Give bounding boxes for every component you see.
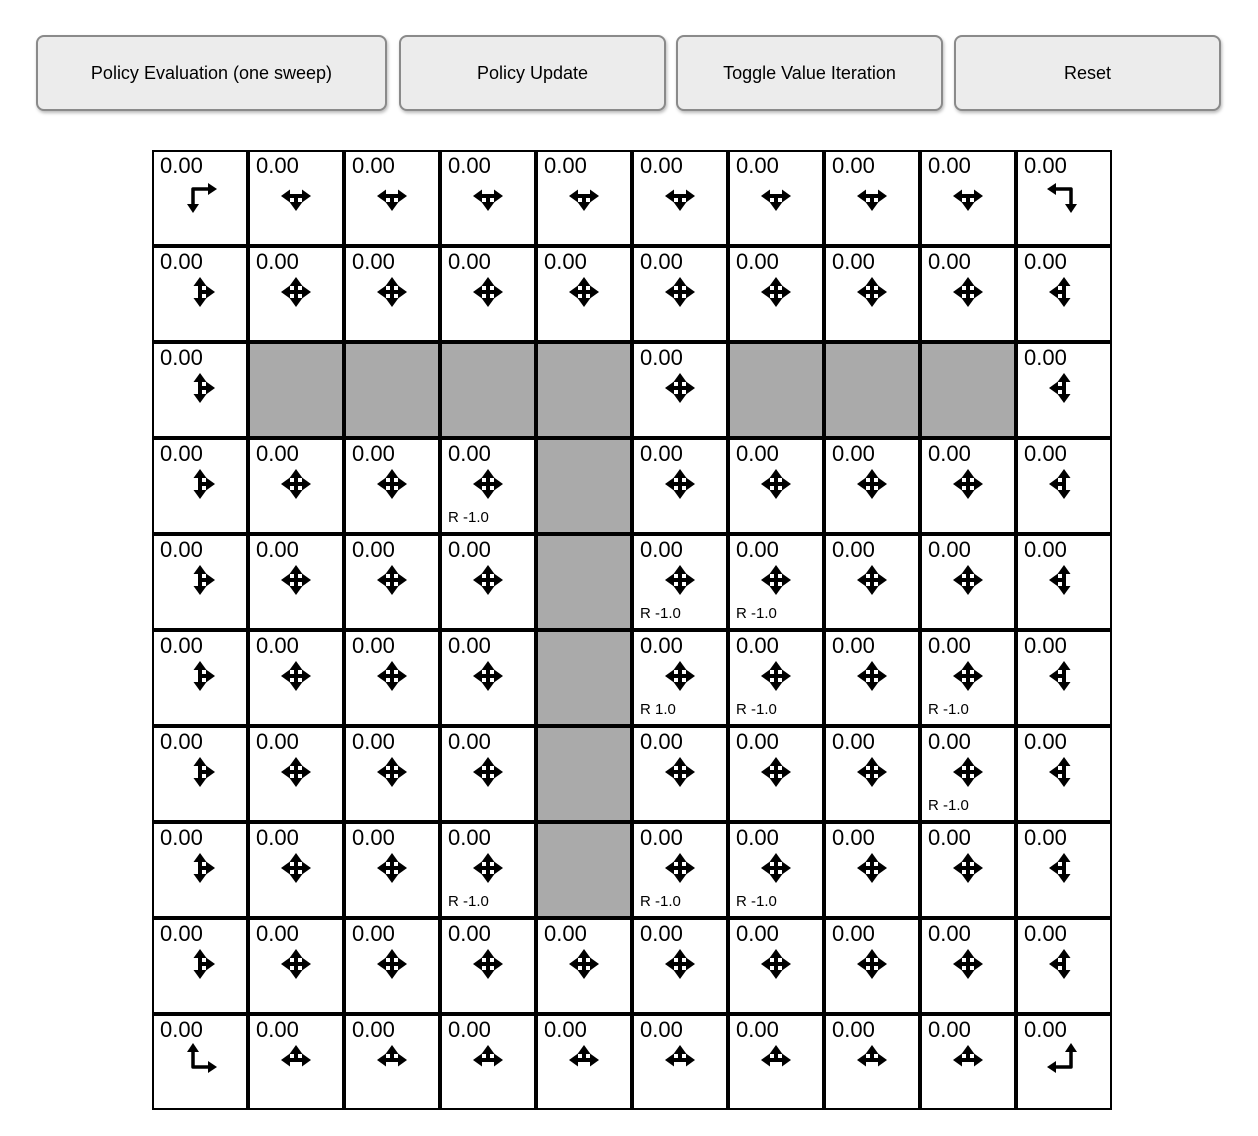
grid-cell [824, 822, 920, 918]
policy-direction-arrows-icon [1040, 844, 1088, 892]
grid-cell [440, 534, 536, 630]
state-value: 0.00 [736, 825, 779, 850]
state-value: 0.00 [352, 1017, 395, 1042]
state-value: 0.00 [256, 153, 299, 178]
grid-cell [920, 630, 1016, 726]
policy-direction-arrows-icon [176, 556, 224, 604]
state-value: 0.00 [832, 1017, 875, 1042]
state-value: 0.00 [544, 153, 587, 178]
grid-cell [1016, 630, 1112, 726]
policy-direction-arrows-icon [1040, 940, 1088, 988]
grid-cell [152, 1014, 248, 1110]
policy-direction-arrows-icon [944, 940, 992, 988]
state-value: 0.00 [256, 1017, 299, 1042]
state-value: 0.00 [1024, 537, 1067, 562]
state-value: 0.00 [448, 729, 491, 754]
policy-direction-arrows-icon [368, 460, 416, 508]
state-value: 0.00 [256, 633, 299, 658]
state-value: 0.00 [928, 537, 971, 562]
policy-direction-arrows-icon [464, 460, 512, 508]
policy-direction-arrows-icon [752, 748, 800, 796]
reward-label: R -1.0 [448, 893, 489, 910]
grid-cell [248, 1014, 344, 1110]
policy-direction-arrows-icon [752, 940, 800, 988]
policy-direction-arrows-icon [464, 652, 512, 700]
reward-label: R -1.0 [640, 893, 681, 910]
grid-cell [920, 726, 1016, 822]
grid-cell [920, 822, 1016, 918]
grid-cell [1016, 822, 1112, 918]
state-value: 0.00 [256, 537, 299, 562]
grid-cell [824, 246, 920, 342]
state-value: 0.00 [352, 921, 395, 946]
grid-cell [248, 630, 344, 726]
grid-cell [1016, 342, 1112, 438]
grid-cell [824, 630, 920, 726]
grid-cell [1016, 246, 1112, 342]
state-value: 0.00 [1024, 633, 1067, 658]
policy-direction-arrows-icon [656, 1036, 704, 1084]
policy-direction-arrows-icon [1040, 748, 1088, 796]
policy-direction-arrows-icon [848, 172, 896, 220]
state-value: 0.00 [928, 153, 971, 178]
state-value: 0.00 [736, 249, 779, 274]
grid-cell [440, 822, 536, 918]
policy-direction-arrows-icon [176, 748, 224, 796]
state-value: 0.00 [256, 729, 299, 754]
state-value: 0.00 [160, 345, 203, 370]
state-value: 0.00 [928, 633, 971, 658]
grid-cell [440, 630, 536, 726]
grid-cell [1016, 726, 1112, 822]
state-value: 0.00 [832, 153, 875, 178]
wall-cell [440, 342, 536, 438]
grid-cell [728, 1014, 824, 1110]
policy-direction-arrows-icon [944, 460, 992, 508]
grid-cell [440, 246, 536, 342]
grid-cell [440, 438, 536, 534]
grid-cell [632, 918, 728, 1014]
grid-cell [728, 438, 824, 534]
policy-direction-arrows-icon [752, 172, 800, 220]
grid-cell [632, 534, 728, 630]
wall-cell [536, 630, 632, 726]
wall-cell [824, 342, 920, 438]
policy-evaluation-button[interactable]: Policy Evaluation (one sweep) [36, 35, 387, 111]
state-value: 0.00 [640, 633, 683, 658]
reward-label: R -1.0 [640, 605, 681, 622]
state-value: 0.00 [160, 633, 203, 658]
state-value: 0.00 [352, 249, 395, 274]
state-value: 0.00 [448, 249, 491, 274]
grid-cell [728, 918, 824, 1014]
reward-label: R 1.0 [640, 701, 676, 718]
state-value: 0.00 [160, 537, 203, 562]
state-value: 0.00 [1024, 921, 1067, 946]
policy-direction-arrows-icon [848, 1036, 896, 1084]
wall-cell [344, 342, 440, 438]
policy-direction-arrows-icon [1040, 1036, 1088, 1084]
state-value: 0.00 [352, 729, 395, 754]
state-value: 0.00 [160, 1017, 203, 1042]
state-value: 0.00 [736, 729, 779, 754]
policy-direction-arrows-icon [752, 556, 800, 604]
gridworld-grid [152, 150, 1112, 1110]
grid-cell [344, 1014, 440, 1110]
grid-cell [632, 726, 728, 822]
state-value: 0.00 [736, 441, 779, 466]
policy-direction-arrows-icon [752, 652, 800, 700]
state-value: 0.00 [256, 825, 299, 850]
state-value: 0.00 [832, 633, 875, 658]
policy-direction-arrows-icon [656, 172, 704, 220]
policy-direction-arrows-icon [176, 652, 224, 700]
policy-direction-arrows-icon [848, 268, 896, 316]
grid-cell [344, 918, 440, 1014]
policy-direction-arrows-icon [944, 556, 992, 604]
policy-direction-arrows-icon [944, 1036, 992, 1084]
reward-label: R -1.0 [736, 701, 777, 718]
policy-direction-arrows-icon [1040, 556, 1088, 604]
wall-cell [728, 342, 824, 438]
grid-cell [248, 534, 344, 630]
policy-direction-arrows-icon [656, 940, 704, 988]
grid-cell [152, 342, 248, 438]
policy-direction-arrows-icon [368, 1036, 416, 1084]
state-value: 0.00 [160, 921, 203, 946]
grid-cell [632, 438, 728, 534]
state-value: 0.00 [1024, 825, 1067, 850]
grid-cell [632, 342, 728, 438]
grid-cell [152, 534, 248, 630]
state-value: 0.00 [1024, 1017, 1067, 1042]
policy-direction-arrows-icon [1040, 364, 1088, 412]
state-value: 0.00 [352, 825, 395, 850]
state-value: 0.00 [640, 921, 683, 946]
state-value: 0.00 [1024, 345, 1067, 370]
grid-cell [248, 918, 344, 1014]
policy-direction-arrows-icon [848, 556, 896, 604]
state-value: 0.00 [352, 441, 395, 466]
policy-direction-arrows-icon [944, 844, 992, 892]
policy-direction-arrows-icon [368, 556, 416, 604]
state-value: 0.00 [928, 729, 971, 754]
state-value: 0.00 [640, 153, 683, 178]
grid-cell [536, 918, 632, 1014]
grid-cell [728, 726, 824, 822]
grid-cell [728, 246, 824, 342]
policy-direction-arrows-icon [848, 748, 896, 796]
grid-cell [152, 246, 248, 342]
grid-cell [824, 150, 920, 246]
policy-direction-arrows-icon [176, 1036, 224, 1084]
policy-direction-arrows-icon [368, 844, 416, 892]
state-value: 0.00 [640, 1017, 683, 1042]
state-value: 0.00 [640, 537, 683, 562]
policy-direction-arrows-icon [176, 844, 224, 892]
grid-cell [248, 150, 344, 246]
grid-cell [1016, 438, 1112, 534]
state-value: 0.00 [928, 249, 971, 274]
grid-cell [728, 630, 824, 726]
policy-direction-arrows-icon [272, 556, 320, 604]
grid-cell [344, 246, 440, 342]
policy-direction-arrows-icon [848, 652, 896, 700]
grid-cell [728, 534, 824, 630]
state-value: 0.00 [928, 825, 971, 850]
reward-label: R -1.0 [736, 605, 777, 622]
grid-cell [632, 246, 728, 342]
grid-cell [920, 246, 1016, 342]
grid-cell [824, 534, 920, 630]
grid-cell [152, 918, 248, 1014]
state-value: 0.00 [160, 249, 203, 274]
state-value: 0.00 [928, 1017, 971, 1042]
policy-direction-arrows-icon [560, 268, 608, 316]
policy-direction-arrows-icon [944, 268, 992, 316]
policy-direction-arrows-icon [848, 844, 896, 892]
policy-direction-arrows-icon [368, 172, 416, 220]
policy-direction-arrows-icon [272, 748, 320, 796]
grid-cell [1016, 150, 1112, 246]
grid-cell [344, 438, 440, 534]
state-value: 0.00 [256, 921, 299, 946]
policy-direction-arrows-icon [752, 844, 800, 892]
policy-direction-arrows-icon [464, 556, 512, 604]
grid-cell [824, 438, 920, 534]
state-value: 0.00 [352, 537, 395, 562]
state-value: 0.00 [256, 441, 299, 466]
policy-direction-arrows-icon [656, 844, 704, 892]
policy-direction-arrows-icon [656, 364, 704, 412]
grid-cell [920, 150, 1016, 246]
grid-cell [1016, 918, 1112, 1014]
state-value: 0.00 [832, 729, 875, 754]
state-value: 0.00 [640, 825, 683, 850]
policy-direction-arrows-icon [560, 940, 608, 988]
state-value: 0.00 [736, 921, 779, 946]
policy-direction-arrows-icon [272, 1036, 320, 1084]
state-value: 0.00 [352, 633, 395, 658]
policy-direction-arrows-icon [368, 268, 416, 316]
state-value: 0.00 [832, 921, 875, 946]
policy-direction-arrows-icon [464, 940, 512, 988]
grid-cell [824, 726, 920, 822]
grid-cell [728, 150, 824, 246]
wall-cell [536, 726, 632, 822]
grid-cell [536, 246, 632, 342]
wall-cell [536, 534, 632, 630]
grid-cell [344, 630, 440, 726]
state-value: 0.00 [736, 633, 779, 658]
policy-direction-arrows-icon [656, 268, 704, 316]
state-value: 0.00 [736, 153, 779, 178]
policy-direction-arrows-icon [1040, 172, 1088, 220]
policy-direction-arrows-icon [944, 172, 992, 220]
reward-label: R -1.0 [928, 701, 969, 718]
wall-cell [536, 822, 632, 918]
reward-label: R -1.0 [928, 797, 969, 814]
policy-update-button[interactable]: Policy Update [399, 35, 666, 111]
wall-cell [536, 342, 632, 438]
state-value: 0.00 [1024, 441, 1067, 466]
policy-direction-arrows-icon [560, 172, 608, 220]
state-value: 0.00 [448, 441, 491, 466]
state-value: 0.00 [736, 1017, 779, 1042]
grid-cell [824, 1014, 920, 1110]
policy-direction-arrows-icon [272, 268, 320, 316]
grid-cell [440, 918, 536, 1014]
state-value: 0.00 [448, 1017, 491, 1042]
state-value: 0.00 [1024, 249, 1067, 274]
reset-button[interactable]: Reset [954, 35, 1221, 111]
policy-direction-arrows-icon [176, 172, 224, 220]
grid-cell [440, 726, 536, 822]
grid-cell [248, 726, 344, 822]
policy-direction-arrows-icon [848, 940, 896, 988]
grid-cell [152, 630, 248, 726]
state-value: 0.00 [160, 729, 203, 754]
policy-direction-arrows-icon [656, 460, 704, 508]
policy-direction-arrows-icon [752, 1036, 800, 1084]
grid-cell [440, 150, 536, 246]
grid-cell [920, 918, 1016, 1014]
grid-cell [632, 1014, 728, 1110]
policy-direction-arrows-icon [944, 748, 992, 796]
policy-direction-arrows-icon [272, 844, 320, 892]
policy-direction-arrows-icon [176, 940, 224, 988]
state-value: 0.00 [352, 153, 395, 178]
grid-cell [632, 630, 728, 726]
policy-direction-arrows-icon [656, 652, 704, 700]
toggle-value-iteration-button[interactable]: Toggle Value Iteration [676, 35, 943, 111]
state-value: 0.00 [544, 921, 587, 946]
state-value: 0.00 [1024, 729, 1067, 754]
grid-cell [344, 534, 440, 630]
policy-direction-arrows-icon [944, 652, 992, 700]
state-value: 0.00 [448, 633, 491, 658]
state-value: 0.00 [832, 249, 875, 274]
grid-cell [248, 246, 344, 342]
grid-cell [536, 1014, 632, 1110]
grid-cell [440, 1014, 536, 1110]
policy-direction-arrows-icon [272, 652, 320, 700]
state-value: 0.00 [640, 249, 683, 274]
policy-direction-arrows-icon [176, 364, 224, 412]
policy-direction-arrows-icon [560, 1036, 608, 1084]
policy-direction-arrows-icon [464, 748, 512, 796]
policy-direction-arrows-icon [272, 460, 320, 508]
policy-direction-arrows-icon [752, 268, 800, 316]
policy-direction-arrows-icon [368, 940, 416, 988]
state-value: 0.00 [544, 1017, 587, 1042]
grid-cell [152, 726, 248, 822]
state-value: 0.00 [832, 537, 875, 562]
grid-cell [920, 534, 1016, 630]
wall-cell [920, 342, 1016, 438]
state-value: 0.00 [256, 249, 299, 274]
grid-cell [1016, 534, 1112, 630]
state-value: 0.00 [160, 153, 203, 178]
state-value: 0.00 [448, 537, 491, 562]
policy-direction-arrows-icon [176, 268, 224, 316]
state-value: 0.00 [448, 825, 491, 850]
policy-direction-arrows-icon [464, 172, 512, 220]
policy-direction-arrows-icon [656, 748, 704, 796]
grid-cell [344, 822, 440, 918]
grid-cell [632, 822, 728, 918]
grid-cell [152, 438, 248, 534]
state-value: 0.00 [640, 345, 683, 370]
state-value: 0.00 [448, 921, 491, 946]
state-value: 0.00 [640, 729, 683, 754]
policy-direction-arrows-icon [368, 748, 416, 796]
state-value: 0.00 [928, 921, 971, 946]
state-value: 0.00 [928, 441, 971, 466]
policy-direction-arrows-icon [272, 172, 320, 220]
grid-cell [920, 1014, 1016, 1110]
wall-cell [248, 342, 344, 438]
policy-direction-arrows-icon [464, 1036, 512, 1084]
state-value: 0.00 [832, 441, 875, 466]
state-value: 0.00 [640, 441, 683, 466]
grid-cell [728, 822, 824, 918]
state-value: 0.00 [160, 825, 203, 850]
policy-direction-arrows-icon [1040, 460, 1088, 508]
grid-cell [152, 822, 248, 918]
state-value: 0.00 [544, 249, 587, 274]
policy-direction-arrows-icon [176, 460, 224, 508]
policy-direction-arrows-icon [464, 268, 512, 316]
grid-cell [152, 150, 248, 246]
policy-direction-arrows-icon [1040, 268, 1088, 316]
policy-direction-arrows-icon [848, 460, 896, 508]
policy-direction-arrows-icon [752, 460, 800, 508]
grid-cell [824, 918, 920, 1014]
state-value: 0.00 [160, 441, 203, 466]
grid-cell [248, 822, 344, 918]
grid-cell [344, 150, 440, 246]
reward-label: R -1.0 [448, 509, 489, 526]
state-value: 0.00 [832, 825, 875, 850]
grid-cell [344, 726, 440, 822]
wall-cell [536, 438, 632, 534]
state-value: 0.00 [736, 537, 779, 562]
grid-cell [248, 438, 344, 534]
policy-direction-arrows-icon [1040, 652, 1088, 700]
reward-label: R -1.0 [736, 893, 777, 910]
state-value: 0.00 [1024, 153, 1067, 178]
policy-direction-arrows-icon [272, 940, 320, 988]
policy-direction-arrows-icon [464, 844, 512, 892]
policy-direction-arrows-icon [368, 652, 416, 700]
grid-cell [632, 150, 728, 246]
grid-cell [1016, 1014, 1112, 1110]
grid-cell [536, 150, 632, 246]
policy-direction-arrows-icon [656, 556, 704, 604]
grid-cell [920, 438, 1016, 534]
state-value: 0.00 [448, 153, 491, 178]
